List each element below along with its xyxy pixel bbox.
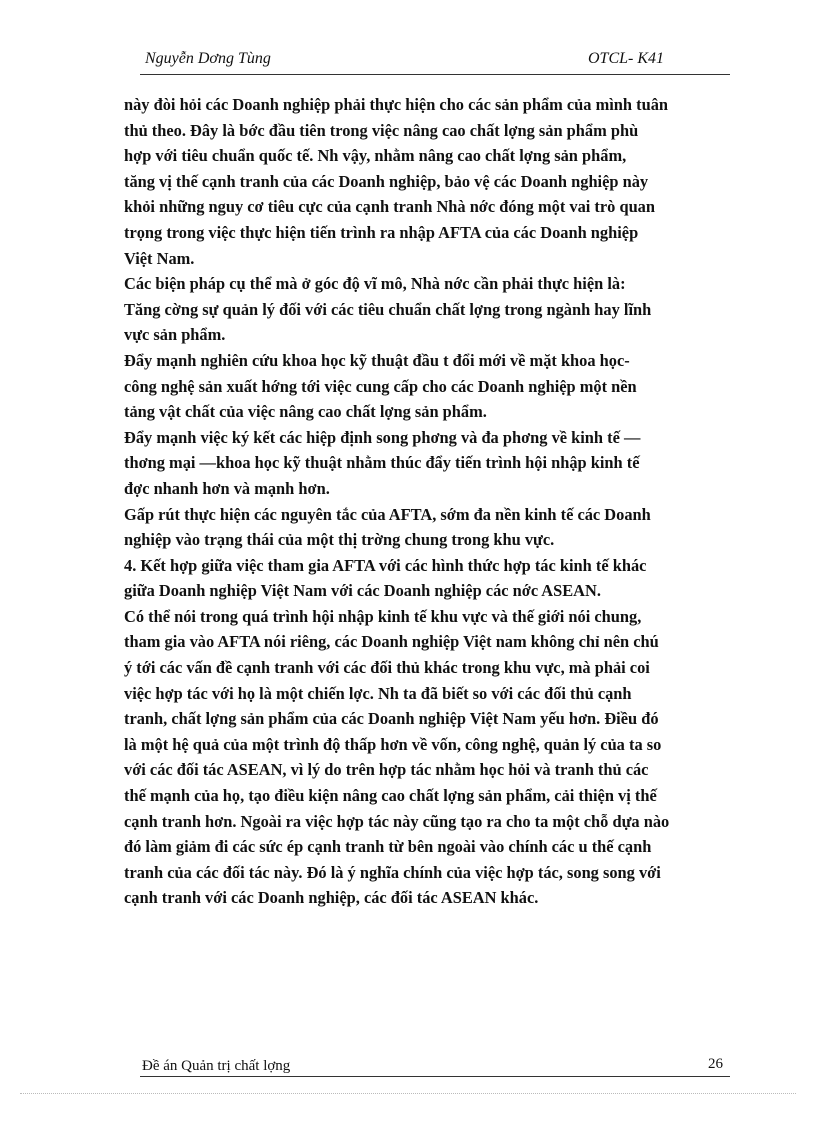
body-text-line: hợp với tiêu chuẩn quốc tế. Nh vậy, nhằm nâng cao chất lợng sản phẩm, [124,146,627,166]
body-text-line: với các đối tác ASEAN, vì lý do trên hợp tác nhằm học hỏi và tranh thủ các [124,760,649,780]
page-edge-divider [20,1093,796,1094]
body-text-line: vực sản phẩm. [124,325,226,345]
body-text-line: Có thể nói trong quá trình hội nhập kinh tế khu vực và thế giới nói chung, [124,606,642,626]
body-text-line: Tăng cờng sự quản lý đối với các tiêu chuẩn chất lợng trong ngành hay lĩnh [124,299,652,319]
body-text-line: tranh của các đối tác này. Đó là ý nghĩa chính của việc hợp tác, song song với [124,862,661,882]
body-text-line: ý tới các vấn đề cạnh tranh với các đối thủ khác trong khu vực, mà phải coi [124,658,650,678]
body-text-line: Các biện pháp cụ thể mà ở góc độ vĩ mô, Nhà nớc cần phải thực hiện là: [124,274,626,294]
body-text-line: khỏi những nguy cơ tiêu cực của cạnh tranh Nhà nớc đóng một vai trò quan [124,197,655,217]
page-header [140,50,730,75]
document-body [124,92,764,911]
page-footer [140,1056,730,1077]
body-text-line: Gấp rút thực hiện các nguyên tắc của AFTA, sớm đa nền kinh tế các Doanh [124,504,651,524]
body-text-line: cạnh tranh với các Doanh nghiệp, các đối tác ASEAN khác. [124,888,539,908]
body-text-line: việc hợp tác với họ là một chiến lợc. Nh ta đã biết so với các đối thủ cạnh [124,683,632,703]
body-text-line: Đẩy mạnh việc ký kết các hiệp định song phơng và đa phơng về kinh tế — [124,427,641,447]
body-text-line: là một hệ quả của một trình độ thấp hơn về vốn, công nghệ, quản lý của ta so [124,734,662,754]
body-text-line: nghiệp vào trạng thái của một thị trờng chung trong khu vực. [124,530,555,550]
body-text-line: thơng mại —khoa học kỹ thuật nhằm thúc đẩy tiến trình hội nhập kinh tế [124,453,640,473]
body-text-line: 4. Kết hợp giữa việc tham gia AFTA với các hình thức hợp tác kinh tế khác [124,555,647,575]
body-text-line: giữa Doanh nghiệp Việt Nam với các Doanh nghiệp các nớc ASEAN. [124,581,601,601]
body-text-line: thế mạnh của họ, tạo điều kiện nâng cao chất lợng sản phẩm, cải thiện vị thế [124,786,657,806]
body-text-line: tăng vị thế cạnh tranh của các Doanh nghiệp, bảo vệ các Doanh nghiệp này [124,171,649,191]
page-number: 26 [708,1056,723,1072]
body-text-line: thủ theo. Đây là bớc đầu tiên trong việc nâng cao chất lợng sản phẩm phù [124,120,639,140]
body-text-line: trọng trong việc thực hiện tiến trình ra nhập AFTA của các Doanh nghiệp [124,222,639,242]
body-text-line: công nghệ sản xuất hớng tới việc cung cấp cho các Doanh nghiệp một nền [124,376,637,396]
author-name: Nguyễn Dơng Tùng [145,50,271,67]
body-text-line: đợc nhanh hơn và mạnh hơn. [124,478,330,498]
body-text-line: tảng vật chất của việc nâng cao chất lợng sản phẩm. [124,402,487,422]
class-code: OTCL- K41 [588,50,665,67]
body-text-line: cạnh tranh hơn. Ngoài ra việc hợp tác này cũng tạo ra cho ta một chỗ dựa nào [124,811,670,831]
body-text-line: Việt Nam. [124,248,195,268]
body-text-line: Đẩy mạnh nghiên cứu khoa học kỹ thuật đầu t đổi mới về mặt khoa học- [124,350,630,370]
body-text-line: tranh, chất lợng sản phẩm của các Doanh nghiệp Việt Nam yếu hơn. Điều đó [124,709,659,729]
body-text-line: này đòi hỏi các Doanh nghiệp phải thực hiện cho các sản phẩm của mình tuân [124,95,669,114]
document-title: Đề án Quản trị chất lợng [142,1058,291,1074]
body-text-line: tham gia vào AFTA nói riêng, các Doanh nghiệp Việt nam không chỉ nên chú [124,632,659,652]
body-text-line: đó làm giảm đi các sức ép cạnh tranh từ bên ngoài vào chính các u thế cạnh [124,837,652,857]
